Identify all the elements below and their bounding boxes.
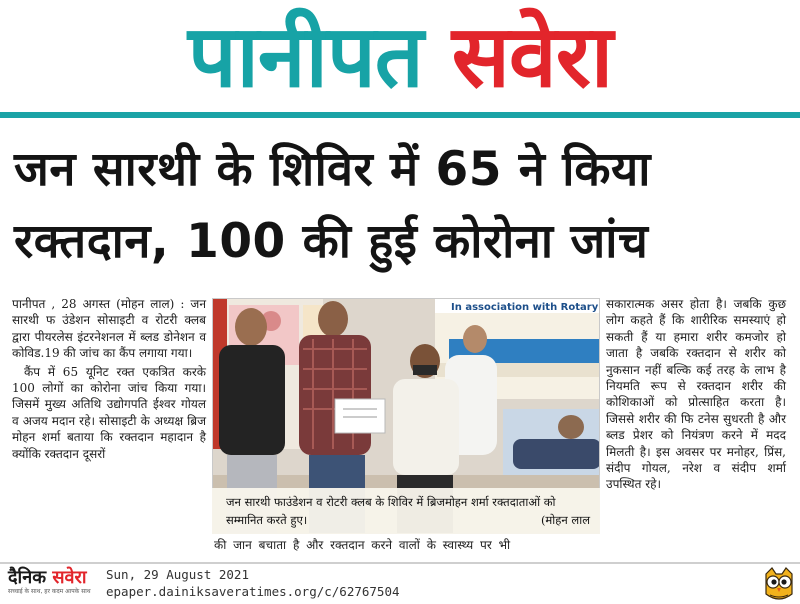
- photo-credit: (मोहन लाल: [540, 513, 590, 527]
- headline-line-2: रक्तदान, 100 की हुई कोरोना जांच: [14, 214, 649, 269]
- footer-logo-tagline: सच्चाई के साथ, हर कदम आपके साथ: [8, 588, 91, 595]
- photo-caption: [212, 488, 600, 534]
- article-column-right: [606, 296, 786, 495]
- article-paragraph: कैंप में 65 यूनिट रक्त एकत्रित करके 100 लोगों का कोरोना जांच किया गया। जिसमें मुख्य अतिथि उद्योगपति ईश्वर गोयल व अजय मदान रहे। सोसाइटी के अध्यक्ष ब्रिज मोहन शर्मा बताया कि रक्तदान महादान है क्योंकि रक्तदान दूसरों: [12, 364, 206, 461]
- article-column-left: [12, 296, 206, 464]
- title-part-savera: सवेरा: [451, 7, 613, 107]
- footer-divider: [0, 562, 800, 564]
- title-part-panipat: पानीपत: [187, 7, 423, 107]
- article-paragraph: पानीपत , 28 अगस्त (मोहन लाल) : जन सारथी फ उंडेशन सोसाइटी व रोटरी क्लब द्वारा पीयरलेस इंटरनेशनल में ब्लड डोनेशन व कोविड.19 की जांच का कैंप लगाया गया।: [12, 297, 206, 361]
- article-headline: [14, 134, 792, 278]
- headline-line-1: जन सारथी के शिविर में 65 ने किया: [14, 142, 651, 197]
- footer-logo-word-1: दैनिक: [8, 567, 47, 588]
- article-continuation: की जान बचाता है और रक्तदान करने वालों के स्वास्थ्य पर भी: [214, 538, 511, 552]
- caption-text: जन सारथी फाउंडेशन व रोटरी क्लब के शिविर में ब्रिजमोहन शर्मा रक्तदाताओं को सम्मानित करते हुए।: [226, 495, 556, 527]
- footer-url[interactable]: epaper.dainiksaveratimes.org/c/62767504: [106, 584, 400, 599]
- footer-logo-word-2: सवेरा: [52, 567, 87, 588]
- footer-logo: [8, 568, 102, 600]
- article-paragraph: सकारात्मक असर होता है। जबकि कुछ लोग कहते हैं कि शारीरिक समस्याएं हो सकती हैं या हमारा शरीर कमजोर हो जाता है जबकि रक्तदान से शरीर को नुकसान नहीं बल्कि कई तरह के लाभ है नियमति रूप से रक्तदान शरीर की कोशिकाओं को प्रोत्साहित करता है। जिससे शरीर की फि टनेस सुधरती है और ब्लड प्रेशर को नियंत्रण करने में मदद मिलती है। इस अवसर पर मनोहर, प्रिंस, संदीप गोयल, नरेश व संदीप शर्मा उपस्थित रहे।: [606, 297, 786, 492]
- banner-text: In association with Rotary: [451, 302, 599, 313]
- owl-icon: [762, 566, 796, 602]
- masthead: [0, 0, 800, 116]
- masthead-divider: [0, 112, 800, 118]
- footer-date: Sun, 29 August 2021: [106, 567, 249, 582]
- newspaper-title: [188, 2, 612, 112]
